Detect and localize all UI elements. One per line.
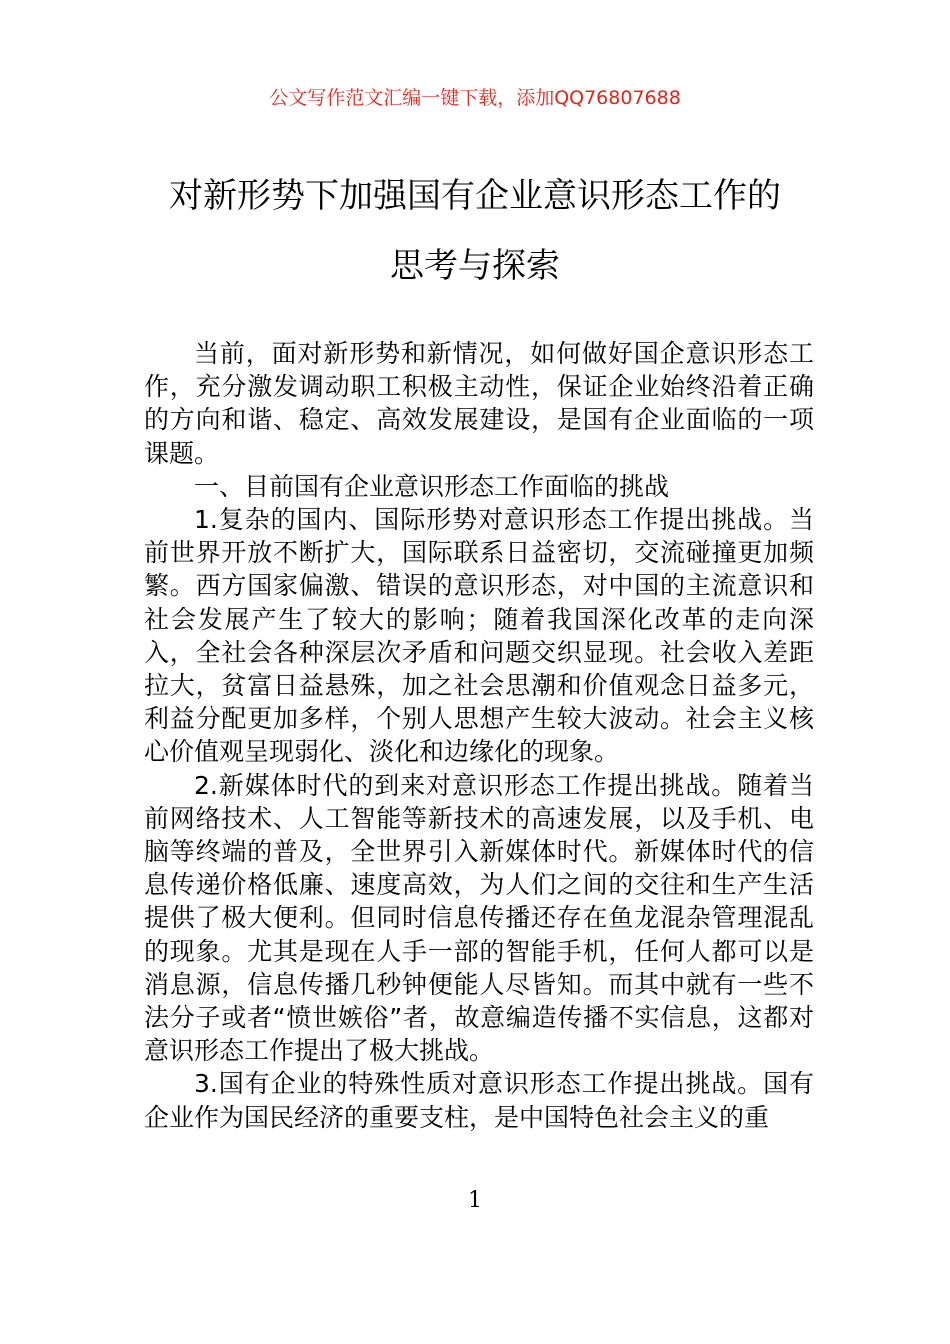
paragraph-point-2: 2.新媒体时代的到来对意识形态工作提出挑战。随着当前网络技术、人工智能等新技术的高速发展，以及手机、电脑等终端的普及，全世界引入新媒体时代。新媒体时代的信息传递价格低廉、速度高效，为人们之间的交往和生产生活提供了极大便利。但同时信息传播还存在鱼龙混杂管理混乱的现象。尤其是现在人手一部的智能手机，任何人都可以是消息源，信息传播几秒钟便能人尽皆知。而其中就有一些不法分子或者“愤世嫉俗”者，故意编造传播不实信息，这都对意识形态工作提出了极大挑战。 xyxy=(144,770,814,1066)
download-notice: 公文写作范文汇编一键下载，添加QQ76807688 xyxy=(269,87,681,109)
document-title-line-1: 对新形势下加强国有企业意识形态工作的 xyxy=(169,176,781,216)
page-number: 1 xyxy=(468,1188,482,1213)
paragraph-point-1: 1.复杂的国内、国际形势对意识形态工作提出挑战。当前世界开放不断扩大，国际联系日益密切，交流碰撞更加频繁。西方国家偏激、错误的意识形态，对中国的主流意识和社会发展产生了较大的影响；随着我国深化改革的走向深入，全社会各种深层次矛盾和问题交织显现。社会收入差距拉大，贫富日益悬殊，加之社会思潮和价值观念日益多元，利益分配更加多样，个别人思想产生较大波动。社会主义核心价值观呈现弱化、淡化和边缘化的现象。 xyxy=(144,505,814,767)
paragraph-intro: 当前，面对新形势和新情况，如何做好国企意识形态工作，充分激发调动职工积极主动性，保证企业始终沿着正确的方向和谐、稳定、高效发展建设，是国有企业面临的一项课题。 xyxy=(144,339,814,468)
section-heading-challenges: 一、目前国有企业意识形态工作面临的挑战 xyxy=(194,471,670,501)
document-title-line-2: 思考与探索 xyxy=(390,246,560,286)
document-body xyxy=(144,337,814,1134)
paragraph-point-3: 3.国有企业的特殊性质对意识形态工作提出挑战。国有企业作为国民经济的重要支柱，是中国特色社会主义的重 xyxy=(144,1069,814,1132)
